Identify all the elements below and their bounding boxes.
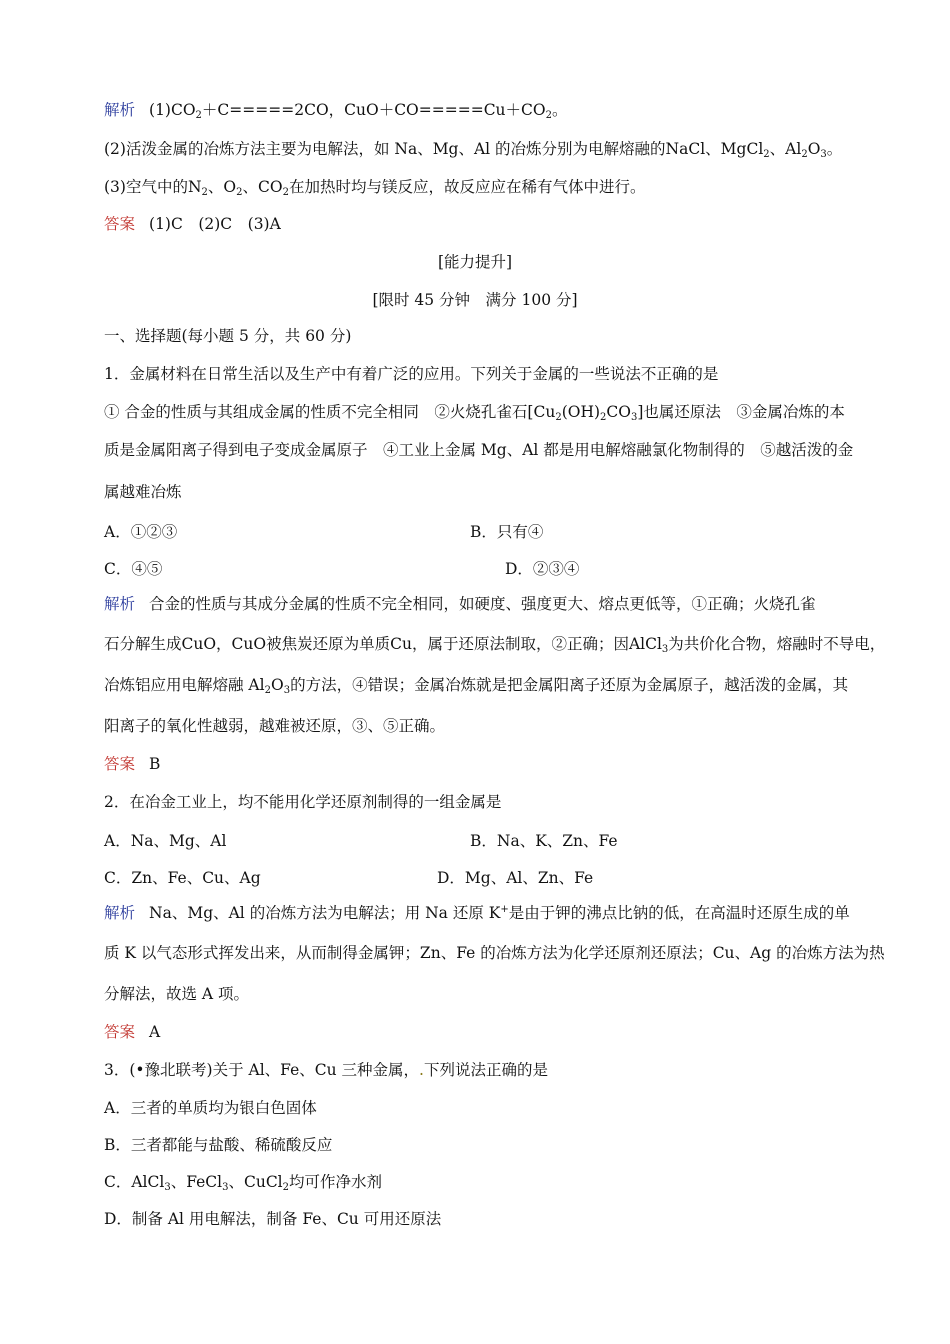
part-title: 一、选择题(每小题 5 分，共 60 分) bbox=[104, 327, 352, 345]
q2-stem: 2．在冶金工业上，均不能用化学还原剂制得的一组金属是 bbox=[104, 793, 502, 811]
q1-analysis-line-1: 解析 合金的性质与其成分金属的性质不完全相同，如硬度、强度更大、熔点更低等，①正确；火烧孔雀 bbox=[104, 595, 816, 613]
q1-option-c: C．④⑤ bbox=[104, 560, 163, 578]
q1-analysis-line-3: 冶炼铝应用电解熔融 $Al_2O_3$的方法，④错误；金属冶炼就是把金属阳离子还原为金属原子，越活泼的金属，其 bbox=[104, 676, 849, 696]
q1-option-b: B．只有④ bbox=[470, 523, 544, 541]
q1-answer: B bbox=[149, 755, 161, 773]
q2-analysis-line-3: 分解法，故选 A 项。 bbox=[104, 985, 250, 1003]
analysis-label: 解析 bbox=[104, 904, 136, 922]
q2-option-b: B．Na、K、Zn、Fe bbox=[470, 832, 618, 850]
q3-option-d: D．制备 Al 用电解法，制备 Fe、Cu 可用还原法 bbox=[104, 1210, 442, 1228]
section-title: [能力提升] bbox=[437, 253, 513, 271]
q2-analysis-line-2: 质 K 以气态形式挥发出来，从而制得金属钾；Zn、Fe 的冶炼方法为化学还原剂还原法；Cu、Ag 的冶炼方法为热 bbox=[104, 944, 885, 962]
section-meta: [限时 45 分钟 满分 100 分] bbox=[372, 291, 578, 309]
q2-answer: A bbox=[149, 1023, 161, 1041]
top-answer: (1)C (2)C (3)A bbox=[149, 215, 281, 233]
q1-stem: 1．金属材料在日常生活以及生产中有着广泛的应用。下列关于金属的一些说法不正确的是 bbox=[104, 365, 719, 383]
q1-answer-line bbox=[104, 754, 160, 774]
q3-option-b: B．三者都能与盐酸、稀硫酸反应 bbox=[104, 1136, 333, 1154]
analysis-label: 解析 bbox=[104, 101, 136, 119]
q1-option-d: D．②③④ bbox=[505, 560, 580, 578]
q3-stem: 3．(•豫北联考)关于 Al、Fe、Cu 三种金属，.下列说法正确的是 bbox=[104, 1061, 548, 1079]
top-analysis-line-2: (2)活泼金属的冶炼方法主要为电解法，如 Na、Mg、Al 的冶炼分别为电解熔融的NaCl、MgCl$_2$、$Al_2O_3$。 bbox=[104, 140, 843, 160]
top-analysis-line-1: 解析 $(1)CO_2+C=====2CO$，$CuO+CO=====Cu+CO_2$。 bbox=[104, 101, 568, 121]
q2-analysis-line-1: 解析 Na、Mg、Al 的冶炼方法为电解法；用 Na 还原 K+是由于钾的沸点比钠的低，在高温时还原生成的单 bbox=[104, 904, 850, 922]
answer-label: 答案 bbox=[104, 755, 136, 773]
q3-option-a: A．三者的单质均为银白色固体 bbox=[104, 1099, 317, 1117]
q1-statement-line-3: 属越难冶炼 bbox=[104, 483, 182, 501]
q1-option-a: A．①②③ bbox=[104, 523, 178, 541]
q1-analysis-line-4: 阳离子的氧化性越弱，越难被还原，③、⑤正确。 bbox=[104, 717, 446, 735]
analysis-label: 解析 bbox=[104, 595, 136, 613]
answer-label: 答案 bbox=[104, 1023, 136, 1041]
q2-option-d: D．Mg、Al、Zn、Fe bbox=[437, 869, 594, 887]
q1-statement-line-1: ① 合金的性质与其组成金属的性质不完全相同 ②火烧孔雀石$[Cu_2(OH)_2CO_3]$也属还原法 ③金属冶炼的本 bbox=[104, 403, 845, 423]
q1-statement-line-2: 质是金属阳离子得到电子变成金属原子 ④工业上金属 Mg、Al 都是用电解熔融氯化物制得的 ⑤越活泼的金 bbox=[104, 441, 854, 459]
top-analysis-line-3: (3)空气中的$N_2$、$O_2$、$CO_2$在加热时均与镁反应，故反应应在稀有气体中进行。 bbox=[104, 178, 646, 198]
q3-option-c: C．AlCl$_3$、FeCl$_3$、CuCl$_2$均可作净水剂 bbox=[104, 1173, 383, 1193]
top-answer-line bbox=[104, 214, 281, 234]
answer-label: 答案 bbox=[104, 215, 136, 233]
q2-answer-line bbox=[104, 1022, 160, 1042]
q2-option-c: C．Zn、Fe、Cu、Ag bbox=[104, 869, 261, 887]
q2-option-a: A．Na、Mg、Al bbox=[104, 832, 227, 850]
q1-analysis-line-2: 石分解生成CuO，CuO被焦炭还原为单质Cu，属于还原法制取，②正确；因AlCl$_3$为共价化合物，熔融时不导电， bbox=[104, 635, 886, 655]
